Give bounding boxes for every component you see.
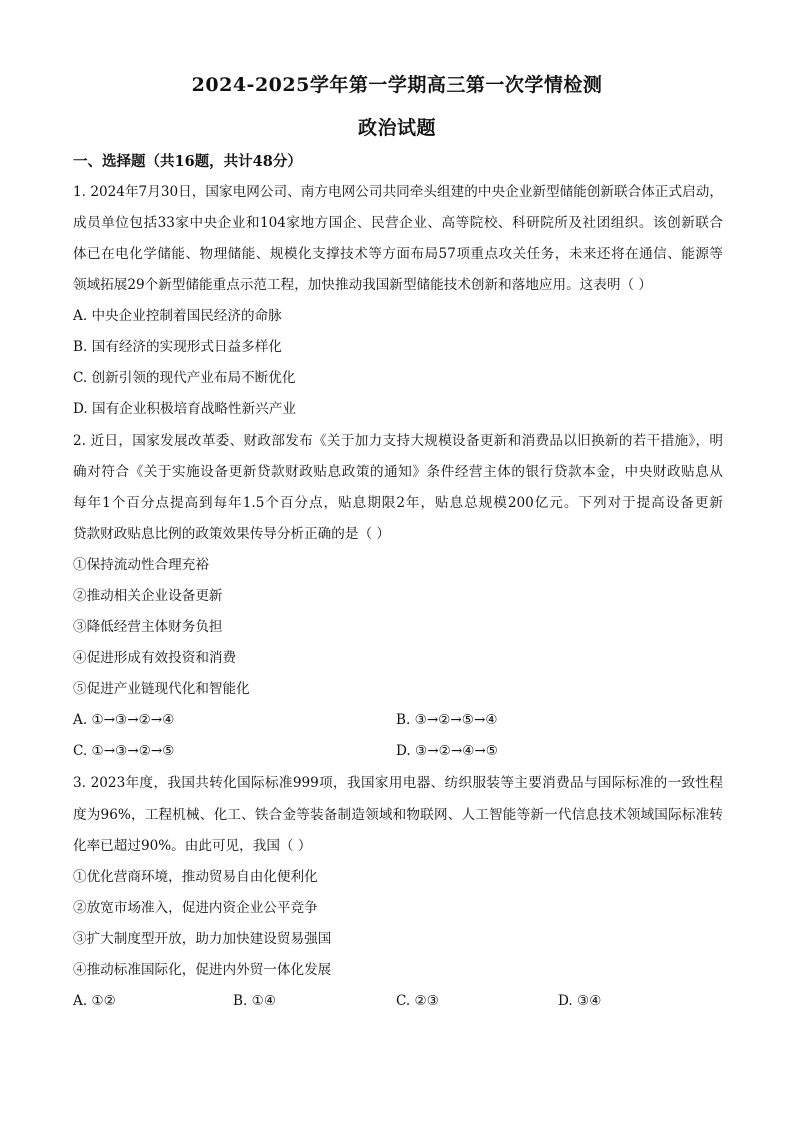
q1-option-d: D. 国有企业积极培育战略性新兴产业 [73,401,296,417]
page-subtitle: 政治试题 [357,117,436,139]
q2-option-d: D. ③→②→④→⑤ [396,743,498,759]
q3-option-b: B. ①④ [233,993,277,1009]
q2-item-2: ②推动相关企业设备更新 [73,588,223,604]
q2-stem-line-4: 贷款财政贴息比例的政策效果传导分析正确的是（ ） [73,526,390,542]
q1-option-c: C. 创新引领的现代产业布局不断优化 [73,370,296,386]
page-title: 2024-2025学年第一学期高三第一次学情检测 [191,74,603,96]
q1-option-b: B. 国有经济的实现形式日益多样化 [73,339,282,355]
section-heading: 一、选择题（共16题，共计48分） [73,153,302,170]
q3-stem-line-1: 3. 2023年度，我国共转化国际标准999项，我国家用电器、纺织服装等主要消费品与国际标准的一致性程 [73,775,723,791]
q2-item-5: ⑤促进产业链现代化和智能化 [73,681,250,697]
q3-stem-line-2: 度为96%，工程机械、化工、铁合金等装备制造领域和物联网、人工智能等新一代信息技术领域国际标准转 [73,807,723,823]
q1-stem-line-3: 体已在电化学储能、物理储能、规模化支撑技术等方面布局57项重点攻关任务，未来还将在通信、能源等 [73,246,723,262]
q3-item-2: ②放宽市场准入，促进内资企业公平竞争 [73,900,318,916]
q2-stem-line-2: 确对符合《关于实施设备更新贷款财政贴息政策的通知》条件经营主体的银行贷款本金，中央财政贴息从 [73,464,723,480]
q3-item-1: ①优化营商环境，推动贸易自由化便利化 [73,869,318,885]
q2-option-b: B. ③→②→⑤→④ [396,712,498,728]
q1-option-a: A. 中央企业控制着国民经济的命脉 [73,308,282,324]
q3-item-4: ④推动标准国际化，促进内外贸一体化发展 [73,962,332,978]
q2-item-3: ③降低经营主体财务负担 [73,619,223,635]
q2-option-c: C. ①→③→②→⑤ [73,743,175,759]
q2-item-1: ①保持流动性合理充裕 [73,557,209,573]
q1-stem-line-4: 领域拓展29个新型储能重点示范工程，加快推动我国新型储能技术创新和落地应用。这表明（ ） [73,277,652,293]
q2-option-a: A. ①→③→②→④ [73,712,175,728]
q1-stem-line-1: 1. 2024年7月30日，国家电网公司、南方电网公司共同牵头组建的中央企业新型储能创新联合体正式启动， [73,184,723,200]
q3-option-a: A. ①② [73,993,116,1009]
q3-option-d: D. ③④ [558,993,602,1009]
q2-stem-line-1: 2. 近日，国家发展改革委、财政部发布《关于加力支持大规模设备更新和消费品以旧换新的若干措施》，明 [73,433,723,449]
q2-item-4: ④促进形成有效投资和消费 [73,650,237,666]
q3-stem-line-3: 化率已超过90%。由此可见，我国（ ） [73,838,312,854]
q2-stem-line-3: 每年1个百分点提高到每年1.5个百分点，贴息期限2年，贴息总规模200亿元。下列对于提高设备更新 [73,495,723,511]
q3-item-3: ③扩大制度型开放，助力加快建设贸易强国 [73,931,332,947]
q3-option-c: C. ②③ [396,993,439,1009]
q1-stem-line-2: 成员单位包括33家中央企业和104家地方国企、民营企业、高等院校、科研院所及社团组织。该创新联合 [73,215,723,231]
